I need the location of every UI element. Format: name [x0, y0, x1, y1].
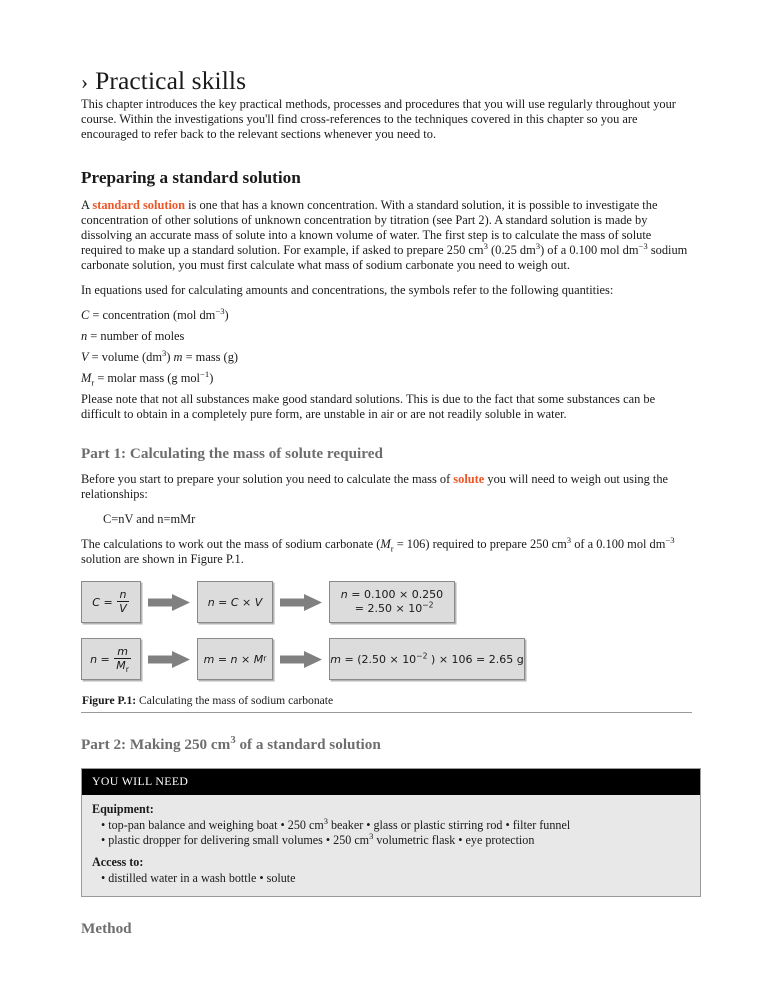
- box4-lhs: n: [90, 652, 98, 666]
- figure-divider-rule: [81, 712, 692, 713]
- keyword-standard-solution: standard solution: [92, 198, 185, 213]
- part1-para2-sup2: −3: [665, 535, 675, 546]
- box1-lhs: C: [92, 595, 100, 609]
- box1-eq: =: [103, 595, 113, 609]
- fraction-numerator-2: m: [117, 645, 128, 659]
- denominator-symbol: M: [116, 658, 126, 672]
- para-post-b: (0.25 dm: [487, 243, 536, 258]
- para-pre-text: A: [81, 198, 93, 213]
- box4-eq: =: [100, 652, 110, 666]
- box3-line2-superscript: −2: [422, 600, 434, 610]
- definition-C-text-after: ): [224, 308, 229, 323]
- equipment-line2-a: • plastic dropper for delivering small volumes • 250 cm: [101, 833, 370, 848]
- fraction-m-over-mr: [114, 645, 131, 674]
- section-heading-preparing-standard-solution: Preparing a standard solution: [81, 167, 301, 187]
- arrow-right-icon-1: [141, 594, 197, 611]
- definition-n-text: = number of moles: [87, 329, 185, 344]
- box6-text-b: ) × 106 = 2.65 g: [427, 652, 524, 666]
- arrow-right-icon-2: [273, 594, 329, 611]
- box6-symbol: m: [330, 652, 341, 666]
- you-will-need-box: [81, 768, 701, 897]
- superscript-3b: 3: [535, 241, 541, 252]
- para-post-c: ) of a 0.100 mol dm: [540, 243, 639, 258]
- definition-C-text: = concentration (mol dm: [89, 308, 216, 323]
- heading-part-2: [81, 735, 693, 754]
- definition-V-superscript: 3: [161, 348, 167, 359]
- part1-para2-a: The calculations to work out the mass of sodium carbonate (: [81, 537, 381, 552]
- part1-para2-sup: 3: [566, 535, 572, 546]
- fraction-denominator: V: [119, 601, 127, 615]
- paragraph-part1-calculation-intro: [81, 537, 693, 567]
- definition-Mr-text: = molar mass (g mol: [94, 371, 200, 386]
- symbol-n: n: [81, 329, 88, 344]
- page-title: [81, 0, 693, 97]
- part1-post-text: you will need to weigh out using the relationships:: [81, 472, 669, 502]
- box5-expression: m = n × M: [203, 652, 264, 666]
- paragraph-note-on-substances: Please note that not all substances make good standard solutions. This is due to the fact that some substances can be difficult to obtain in a completely pure form, are unstable in air or are not readily soluble in water.: [81, 392, 656, 422]
- figure-caption: [82, 694, 693, 712]
- figure-box-m-equals-n-times-mr: m = n × M r: [197, 638, 273, 680]
- figure-box-n-equals-c-times-v: [197, 581, 273, 623]
- paragraph-standard-solution-definition: [81, 198, 693, 273]
- paragraph-symbols-intro: In equations used for calculating amounts and concentrations, the symbols refer to the following quantities:: [81, 283, 614, 298]
- symbol-Mr-inline-subscript: r: [390, 543, 394, 554]
- keyword-solute: solute: [453, 472, 485, 487]
- para-post-d: sodium carbonate solution, you must first calculate what mass of sodium carbonate you need to weigh out.: [81, 243, 688, 273]
- symbol-Mr-subscript: r: [91, 377, 95, 388]
- symbol-V: V: [81, 350, 89, 365]
- para-post-a: is one that has a known concentration. With a standard solution, it is possible to investigate the concentration of other solutions of unknown concentration by titration (see Part 2). A standard solution is made by dissolving an accurate mass of solute into a known volume of water. The first step is to calculate the mass of solute required to make up a standard solution. For example, if asked to prepare 250 cm: [81, 198, 658, 258]
- figure-caption-text: Calculating the mass of sodium carbonate: [136, 694, 334, 708]
- box6-text-a: = (2.50 × 10: [340, 652, 417, 666]
- figure-p1: [81, 580, 693, 713]
- figure-box-m-result: [329, 638, 525, 680]
- equipment-list-item-1: [92, 818, 690, 833]
- definition-Mr-text-after: ): [209, 371, 214, 386]
- figure-box-n-equals-m-over-mr: [81, 638, 141, 680]
- definition-C-superscript: −3: [215, 306, 225, 317]
- symbol-definition-list: [81, 308, 693, 386]
- heading-method: Method: [81, 920, 132, 938]
- definition-m-text: = mass (g): [182, 350, 239, 365]
- figure-caption-label: Figure P.1:: [82, 694, 137, 708]
- equipment-line2-superscript: 3: [369, 831, 374, 842]
- chapter-title-text: Practical skills: [95, 66, 247, 95]
- symbol-Mr: M: [81, 371, 92, 386]
- denominator-subscript: r: [125, 664, 129, 674]
- superscript-3a: 3: [483, 241, 488, 252]
- access-list-item-1: • distilled water in a wash bottle • solute: [101, 871, 296, 886]
- equipment-label: Equipment:: [92, 802, 154, 817]
- you-will-need-body: [82, 795, 700, 896]
- figure-flow-row-1: [81, 580, 693, 624]
- definition-V-text-after: ): [166, 350, 174, 365]
- symbol-C: C: [81, 308, 90, 323]
- box3-equation-lines: [341, 588, 443, 616]
- fraction-numerator: n: [119, 588, 127, 602]
- figure-flow-row-2: [81, 637, 693, 681]
- arrow-right-icon-4: [273, 651, 329, 668]
- figure-box-n-result: [329, 581, 455, 623]
- part1-para2-b: = 106) required to prepare 250 cm: [393, 537, 567, 552]
- box2-expression: n = C × V: [207, 595, 263, 609]
- definition-volume-and-mass: [81, 350, 693, 365]
- definition-moles: [81, 329, 693, 344]
- access-to-label: Access to:: [92, 855, 144, 870]
- box3-symbol: n: [340, 588, 348, 602]
- paragraph-part1-intro: [81, 472, 693, 502]
- box3-line-2: [341, 602, 434, 616]
- figure-box-c-equals-n-over-v: [81, 581, 141, 623]
- part2-heading-superscript: 3: [230, 735, 236, 747]
- definition-concentration: [81, 308, 693, 323]
- definition-Mr-superscript: −1: [199, 369, 210, 380]
- equipment-line1-superscript: 3: [323, 816, 328, 827]
- part1-para2-d: solution are shown in Figure P.1.: [81, 552, 244, 567]
- symbol-m: m: [173, 350, 183, 365]
- symbol-Mr-inline: M: [380, 537, 391, 552]
- box3-line1-text: = 0.100 × 0.250: [347, 588, 444, 602]
- equipment-line1-a: • top-pan balance and weighing boat • 250 cm: [101, 818, 324, 833]
- document-page: [81, 0, 693, 938]
- box3-line2-text: = 2.50 × 10: [354, 602, 423, 616]
- equipment-line2-b: volumetric flask • eye protection: [373, 833, 535, 848]
- heading-part-1: Part 1: Calculating the mass of solute required: [81, 445, 383, 463]
- you-will-need-header: YOU WILL NEED: [82, 769, 700, 795]
- superscript-minus3: −3: [638, 241, 648, 252]
- chevron-right-icon: ›: [81, 70, 89, 94]
- equipment-line1-b: beaker • glass or plastic stirring rod • filter funnel: [327, 818, 571, 833]
- part1-pre-text: Before you start to prepare your solution you need to calculate the mass of: [81, 472, 454, 487]
- part2-heading-a: Part 2: Making 250 cm: [81, 736, 231, 754]
- box6-equation: [330, 653, 523, 666]
- fraction-denominator-2: [114, 658, 131, 674]
- chapter-intro-paragraph: This chapter introduces the key practical methods, processes and procedures that you will use regularly throughout your course. Within the investigations you'll find cross-references to the techniques covered in this chapter so you are encouraged to refer back to the relevant sections whenever you need to.: [81, 96, 676, 141]
- part1-para2-c: of a 0.100 mol dm: [571, 537, 666, 552]
- equipment-list-item-2: [92, 833, 690, 848]
- arrow-right-icon-3: [141, 651, 197, 668]
- definition-V-text: = volume (dm: [88, 350, 162, 365]
- relationship-equations-line: C=nV and n=mMr: [103, 512, 196, 527]
- box6-superscript: −2: [416, 651, 428, 661]
- definition-molar-mass: [81, 371, 693, 386]
- part2-heading-b: of a standard solution: [235, 736, 381, 754]
- fraction-n-over-v: [117, 589, 129, 614]
